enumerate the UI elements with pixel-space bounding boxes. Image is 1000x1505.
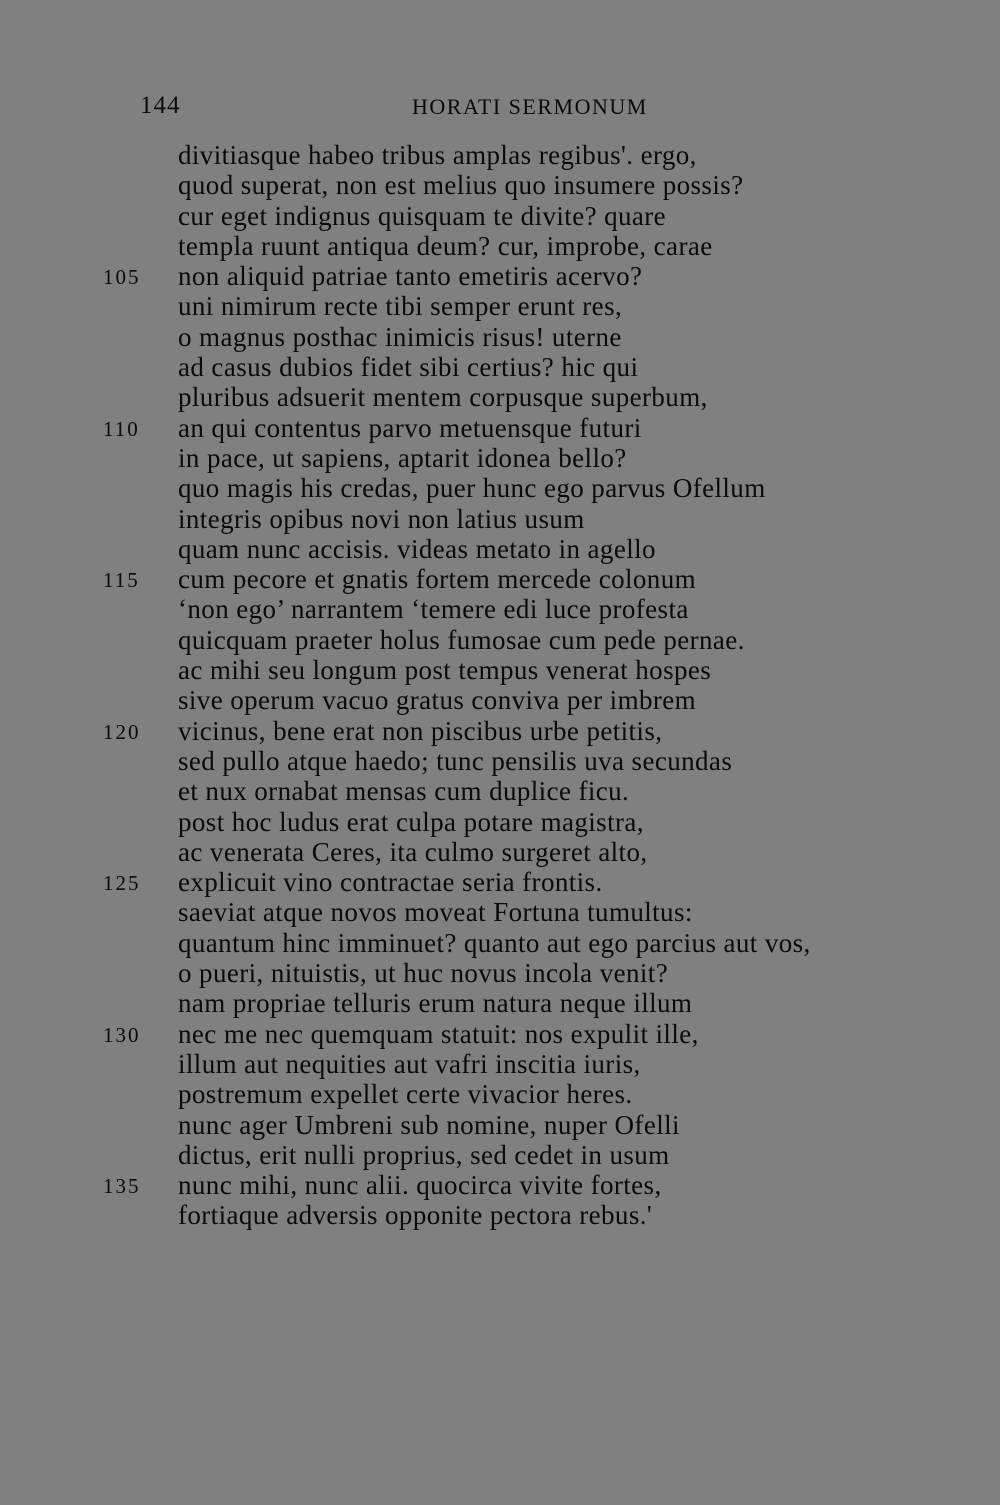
line-text: post hoc ludus erat culpa potare magistra, (178, 806, 644, 837)
line-text: in pace, ut sapiens, aptarit idonea bello? (178, 442, 627, 473)
verse-line (0, 867, 1000, 897)
verse-line (0, 716, 1000, 746)
line-text: non aliquid patriae tanto emetiris acervo? (178, 261, 643, 292)
line-text: explicuit vino contractae seria frontis. (178, 867, 603, 898)
line-text: templa ruunt antiqua deum? cur, improbe, carae (178, 230, 713, 261)
verse-line (0, 958, 1000, 988)
line-number: 105 (103, 265, 141, 290)
verse-line (0, 928, 1000, 958)
line-text: nec me nec quemquam statuit: nos expulit ille, (178, 1018, 699, 1049)
line-text: o magnus posthac inimicis risus! uterne (178, 321, 622, 352)
line-text: cum pecore et gnatis fortem mercede colonum (178, 564, 696, 595)
verse-line (0, 988, 1000, 1018)
line-text: ac venerata Ceres, ita culmo surgeret alto, (178, 836, 648, 867)
line-text: saeviat atque novos moveat Fortuna tumultus: (178, 897, 693, 928)
page-number: 144 (140, 92, 181, 119)
line-text: o pueri, nituistis, ut huc novus incola venit? (178, 958, 669, 989)
verse-line (0, 1140, 1000, 1170)
line-number: 120 (103, 719, 141, 744)
line-text: ad casus dubios fidet sibi certius? hic qui (178, 352, 639, 383)
verse-line (0, 291, 1000, 321)
line-text: dictus, erit nulli proprius, sed cedet in usum (178, 1139, 670, 1170)
verse-line (0, 473, 1000, 503)
verse-line (0, 655, 1000, 685)
line-text: quicquam praeter holus fumosae cum pede pernae. (178, 624, 745, 655)
verse-line (0, 352, 1000, 382)
line-text: integris opibus novi non latius usum (178, 503, 585, 534)
line-number: 125 (103, 871, 141, 896)
verse-line (0, 413, 1000, 443)
line-text: pluribus adsuerit mentem corpusque superbum, (178, 382, 708, 413)
line-text: divitiasque habeo tribus amplas regibus'. ergo, (178, 140, 697, 170)
line-text: nunc mihi, nunc alii. quocirca vivite fortes, (178, 1170, 662, 1201)
line-text: quantum hinc imminuet? quanto aut ego parcius aut vos, (178, 927, 811, 958)
line-text: fortiaque adversis opponite pectora rebus.' (178, 1200, 653, 1231)
verse-line (0, 594, 1000, 624)
line-text: sed pullo atque haedo; tunc pensilis uva secundas (178, 745, 733, 776)
running-title: HORATI SERMONUM (412, 94, 648, 119)
line-text: vicinus, bene erat non piscibus urbe petitis, (178, 715, 663, 746)
line-number: 115 (103, 568, 140, 593)
verse-line (0, 170, 1000, 200)
verse-line (0, 776, 1000, 806)
line-text: postremum expellet certe vivacior heres. (178, 1079, 633, 1110)
verse-line (0, 140, 1000, 170)
verse-line (0, 1200, 1000, 1230)
verse-line (0, 322, 1000, 352)
verse-line (0, 1110, 1000, 1140)
verse-line (0, 231, 1000, 261)
verse-line (0, 625, 1000, 655)
verse-line (0, 382, 1000, 412)
line-text: et nux ornabat mensas cum duplice ficu. (178, 776, 630, 807)
verse-line (0, 897, 1000, 927)
verse-line (0, 261, 1000, 291)
line-text: quam nunc accisis. videas metato in agello (178, 533, 656, 564)
verse-line (0, 201, 1000, 231)
verse-text (0, 140, 1000, 1231)
line-text: quo magis his credas, puer hunc ego parvus Ofellum (178, 473, 766, 504)
verse-line (0, 807, 1000, 837)
verse-line (0, 746, 1000, 776)
verse-line (0, 1019, 1000, 1049)
verse-line (0, 564, 1000, 594)
line-text: sive operum vacuo gratus conviva per imbrem (178, 685, 697, 716)
line-text: uni nimirum recte tibi semper erunt res, (178, 291, 623, 322)
verse-line (0, 837, 1000, 867)
verse-line (0, 685, 1000, 715)
line-number: 130 (103, 1022, 141, 1047)
line-text: nunc ager Umbreni sub nomine, nuper Ofelli (178, 1109, 680, 1140)
verse-line (0, 1079, 1000, 1109)
verse-line (0, 1049, 1000, 1079)
line-text: illum aut nequities aut vafri inscitia iuris, (178, 1048, 641, 1079)
verse-line (0, 443, 1000, 473)
verse-line (0, 1170, 1000, 1200)
line-text: an qui contentus parvo metuensque futuri (178, 412, 642, 443)
page-header (0, 92, 1000, 124)
line-text: cur eget indignus quisquam te divite? quare (178, 200, 667, 231)
line-number: 135 (103, 1174, 141, 1199)
verse-line (0, 504, 1000, 534)
line-text: quod superat, non est melius quo insumere possis? (178, 170, 744, 201)
line-number: 110 (103, 416, 140, 441)
line-text: ac mihi seu longum post tempus venerat hospes (178, 655, 712, 686)
line-text: nam propriae telluris erum natura neque illum (178, 988, 693, 1019)
verse-line (0, 534, 1000, 564)
line-text: ‘non ego’ narrantem ‘temere edi luce profesta (178, 594, 689, 625)
